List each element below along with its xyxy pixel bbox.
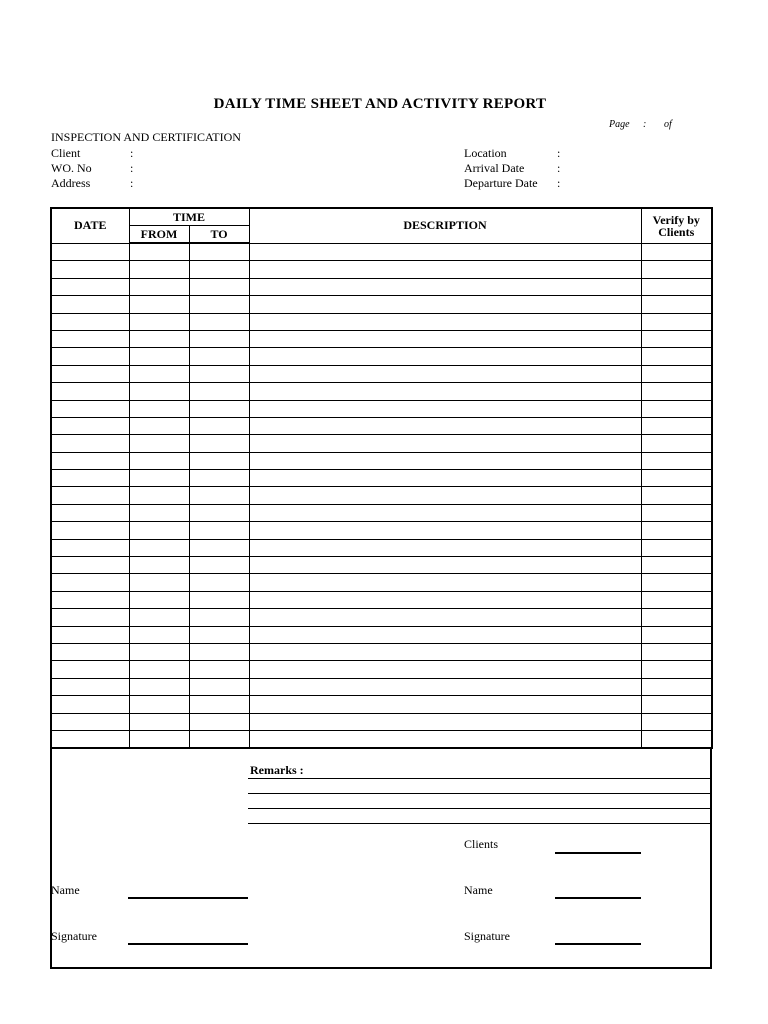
date-cell[interactable] <box>51 261 129 278</box>
description-cell[interactable] <box>249 522 641 539</box>
from-cell[interactable] <box>129 261 189 278</box>
date-cell[interactable] <box>51 626 129 643</box>
description-cell[interactable] <box>249 574 641 591</box>
footer-box <box>50 748 712 969</box>
from-cell[interactable] <box>129 609 189 626</box>
from-cell[interactable] <box>129 678 189 695</box>
to-cell[interactable] <box>189 696 249 713</box>
verify-cell[interactable] <box>641 296 712 313</box>
description-cell[interactable] <box>249 661 641 678</box>
table-row <box>51 278 712 295</box>
verify-cell[interactable] <box>641 313 712 330</box>
to-cell[interactable] <box>189 487 249 504</box>
to-cell[interactable] <box>189 261 249 278</box>
from-cell[interactable] <box>129 330 189 347</box>
from-cell[interactable] <box>129 713 189 730</box>
description-cell[interactable] <box>249 626 641 643</box>
clients-label: Clients <box>464 837 499 851</box>
description-cell[interactable] <box>249 730 641 748</box>
remarks-line[interactable] <box>248 778 710 779</box>
description-cell[interactable] <box>249 261 641 278</box>
table-row <box>51 591 712 608</box>
table-row <box>51 574 712 591</box>
from-cell[interactable] <box>129 539 189 556</box>
description-cell[interactable] <box>249 539 641 556</box>
col-header-description: DESCRIPTION <box>249 208 641 243</box>
wo-no-label: WO. No <box>51 161 92 175</box>
table-row <box>51 678 712 695</box>
description-cell[interactable] <box>249 678 641 695</box>
verify-cell[interactable] <box>641 435 712 452</box>
to-cell[interactable] <box>189 574 249 591</box>
left-signature-line[interactable] <box>128 943 248 945</box>
verify-cell[interactable] <box>641 661 712 678</box>
table-row <box>51 417 712 434</box>
verify-cell[interactable] <box>641 522 712 539</box>
to-cell[interactable] <box>189 730 249 748</box>
table-row <box>51 261 712 278</box>
verify-cell[interactable] <box>641 678 712 695</box>
verify-cell[interactable] <box>641 730 712 748</box>
col-header-from: FROM <box>129 226 189 244</box>
col-header-time: TIME <box>129 208 249 226</box>
verify-cell[interactable] <box>641 487 712 504</box>
to-cell[interactable] <box>189 330 249 347</box>
verify-cell[interactable] <box>641 348 712 365</box>
table-row <box>51 487 712 504</box>
date-cell[interactable] <box>51 243 129 261</box>
description-cell[interactable] <box>249 609 641 626</box>
date-cell[interactable] <box>51 661 129 678</box>
table-row <box>51 643 712 660</box>
description-cell[interactable] <box>249 243 641 261</box>
from-cell[interactable] <box>129 365 189 382</box>
to-cell[interactable] <box>189 470 249 487</box>
table-row <box>51 400 712 417</box>
description-cell[interactable] <box>249 713 641 730</box>
verify-cell[interactable] <box>641 452 712 469</box>
table-row <box>51 365 712 382</box>
description-cell[interactable] <box>249 365 641 382</box>
verify-line-1: Verify by <box>652 212 700 227</box>
table-row <box>51 348 712 365</box>
verify-cell[interactable] <box>641 383 712 400</box>
to-cell[interactable] <box>189 278 249 295</box>
table-row <box>51 539 712 556</box>
verify-cell[interactable] <box>641 643 712 660</box>
verify-cell[interactable] <box>641 417 712 434</box>
to-cell[interactable] <box>189 643 249 660</box>
description-cell[interactable] <box>249 504 641 521</box>
date-cell[interactable] <box>51 330 129 347</box>
date-cell[interactable] <box>51 609 129 626</box>
activity-table <box>50 207 711 749</box>
to-cell[interactable] <box>189 539 249 556</box>
table-row <box>51 730 712 748</box>
description-cell[interactable] <box>249 591 641 608</box>
date-cell[interactable] <box>51 522 129 539</box>
date-cell[interactable] <box>51 643 129 660</box>
to-cell[interactable] <box>189 313 249 330</box>
date-cell[interactable] <box>51 278 129 295</box>
description-cell[interactable] <box>249 278 641 295</box>
col-header-date: DATE <box>51 208 129 243</box>
verify-cell[interactable] <box>641 591 712 608</box>
description-cell[interactable] <box>249 348 641 365</box>
description-cell[interactable] <box>249 435 641 452</box>
verify-cell[interactable] <box>641 626 712 643</box>
right-name-label: Name <box>464 883 493 897</box>
description-cell[interactable] <box>249 643 641 660</box>
date-cell[interactable] <box>51 296 129 313</box>
to-cell[interactable] <box>189 296 249 313</box>
to-cell[interactable] <box>189 348 249 365</box>
col-header-verify <box>641 208 712 243</box>
date-cell[interactable] <box>51 435 129 452</box>
verify-cell[interactable] <box>641 400 712 417</box>
description-cell[interactable] <box>249 557 641 574</box>
table-row <box>51 626 712 643</box>
date-cell[interactable] <box>51 591 129 608</box>
verify-line-2: Clients <box>658 224 695 239</box>
description-cell[interactable] <box>249 330 641 347</box>
date-cell[interactable] <box>51 678 129 695</box>
table-row <box>51 696 712 713</box>
verify-cell[interactable] <box>641 504 712 521</box>
remarks-line[interactable] <box>248 823 710 824</box>
date-cell[interactable] <box>51 348 129 365</box>
table-row <box>51 522 712 539</box>
page-colon: : <box>643 119 647 130</box>
departure-date-label: Departure Date <box>464 176 538 190</box>
to-cell[interactable] <box>189 417 249 434</box>
date-cell[interactable] <box>51 400 129 417</box>
to-cell[interactable] <box>189 557 249 574</box>
to-cell[interactable] <box>189 591 249 608</box>
to-cell[interactable] <box>189 243 249 261</box>
description-cell[interactable] <box>249 296 641 313</box>
from-cell[interactable] <box>129 522 189 539</box>
arrival-date-label: Arrival Date <box>464 161 525 175</box>
table-row <box>51 383 712 400</box>
location-label: Location <box>464 146 507 160</box>
from-cell[interactable] <box>129 626 189 643</box>
description-cell[interactable] <box>249 417 641 434</box>
verify-cell[interactable] <box>641 557 712 574</box>
to-cell[interactable] <box>189 452 249 469</box>
verify-cell[interactable] <box>641 261 712 278</box>
from-cell[interactable] <box>129 661 189 678</box>
date-cell[interactable] <box>51 730 129 748</box>
date-cell[interactable] <box>51 383 129 400</box>
to-cell[interactable] <box>189 435 249 452</box>
to-cell[interactable] <box>189 522 249 539</box>
table-row <box>51 470 712 487</box>
location-colon: : <box>557 146 561 160</box>
description-cell[interactable] <box>249 696 641 713</box>
address-colon: : <box>130 176 134 190</box>
page-of-label: of <box>664 119 672 130</box>
table-row <box>51 435 712 452</box>
from-cell[interactable] <box>129 417 189 434</box>
verify-cell[interactable] <box>641 470 712 487</box>
to-cell[interactable] <box>189 383 249 400</box>
verify-cell[interactable] <box>641 609 712 626</box>
table-body <box>51 243 712 748</box>
from-cell[interactable] <box>129 313 189 330</box>
verify-cell[interactable] <box>641 243 712 261</box>
date-cell[interactable] <box>51 365 129 382</box>
from-cell[interactable] <box>129 730 189 748</box>
table-row <box>51 504 712 521</box>
from-cell[interactable] <box>129 243 189 261</box>
remarks-line[interactable] <box>248 808 710 809</box>
left-name-line[interactable] <box>128 897 248 899</box>
client-label: Client <box>51 146 81 160</box>
from-cell[interactable] <box>129 487 189 504</box>
table-row <box>51 713 712 730</box>
verify-cell[interactable] <box>641 330 712 347</box>
description-cell[interactable] <box>249 400 641 417</box>
to-cell[interactable] <box>189 713 249 730</box>
date-cell[interactable] <box>51 713 129 730</box>
description-cell[interactable] <box>249 470 641 487</box>
left-signature-label: Signature <box>51 929 97 943</box>
table-row <box>51 557 712 574</box>
departure-date-colon: : <box>557 176 561 190</box>
remarks-line[interactable] <box>248 793 710 794</box>
date-cell[interactable] <box>51 313 129 330</box>
date-cell[interactable] <box>51 539 129 556</box>
verify-cell[interactable] <box>641 539 712 556</box>
date-cell[interactable] <box>51 696 129 713</box>
table-row <box>51 609 712 626</box>
from-cell[interactable] <box>129 696 189 713</box>
to-cell[interactable] <box>189 504 249 521</box>
right-signature-label: Signature <box>464 929 510 943</box>
from-cell[interactable] <box>129 643 189 660</box>
col-header-to: TO <box>189 226 249 244</box>
description-cell[interactable] <box>249 383 641 400</box>
from-cell[interactable] <box>129 574 189 591</box>
to-cell[interactable] <box>189 678 249 695</box>
from-cell[interactable] <box>129 591 189 608</box>
description-cell[interactable] <box>249 313 641 330</box>
from-cell[interactable] <box>129 452 189 469</box>
table-row <box>51 296 712 313</box>
arrival-date-colon: : <box>557 161 561 175</box>
verify-cell[interactable] <box>641 574 712 591</box>
date-cell[interactable] <box>51 470 129 487</box>
table-row <box>51 330 712 347</box>
to-cell[interactable] <box>189 626 249 643</box>
date-cell[interactable] <box>51 487 129 504</box>
right-signature-line[interactable] <box>555 943 641 945</box>
clients-line[interactable] <box>555 852 641 854</box>
from-cell[interactable] <box>129 348 189 365</box>
verify-cell[interactable] <box>641 713 712 730</box>
verify-cell[interactable] <box>641 365 712 382</box>
verify-cell[interactable] <box>641 696 712 713</box>
from-cell[interactable] <box>129 278 189 295</box>
report-title: DAILY TIME SHEET AND ACTIVITY REPORT <box>213 96 547 112</box>
from-cell[interactable] <box>129 400 189 417</box>
table-row <box>51 661 712 678</box>
to-cell[interactable] <box>189 365 249 382</box>
company-name: INSPECTION AND CERTIFICATION <box>51 130 241 144</box>
verify-cell[interactable] <box>641 278 712 295</box>
date-cell[interactable] <box>51 452 129 469</box>
remarks-label: Remarks : <box>250 763 304 777</box>
description-cell[interactable] <box>249 487 641 504</box>
date-cell[interactable] <box>51 574 129 591</box>
to-cell[interactable] <box>189 661 249 678</box>
date-cell[interactable] <box>51 504 129 521</box>
from-cell[interactable] <box>129 383 189 400</box>
from-cell[interactable] <box>129 435 189 452</box>
from-cell[interactable] <box>129 296 189 313</box>
address-label: Address <box>51 176 91 190</box>
table-row <box>51 243 712 261</box>
from-cell[interactable] <box>129 504 189 521</box>
description-cell[interactable] <box>249 452 641 469</box>
wo-no-colon: : <box>130 161 134 175</box>
client-colon: : <box>130 146 134 160</box>
page-label: Page <box>609 119 630 130</box>
date-cell[interactable] <box>51 557 129 574</box>
table-row <box>51 452 712 469</box>
from-cell[interactable] <box>129 557 189 574</box>
date-cell[interactable] <box>51 417 129 434</box>
to-cell[interactable] <box>189 400 249 417</box>
from-cell[interactable] <box>129 470 189 487</box>
right-name-line[interactable] <box>555 897 641 899</box>
left-name-label: Name <box>51 883 80 897</box>
table-row <box>51 313 712 330</box>
to-cell[interactable] <box>189 609 249 626</box>
